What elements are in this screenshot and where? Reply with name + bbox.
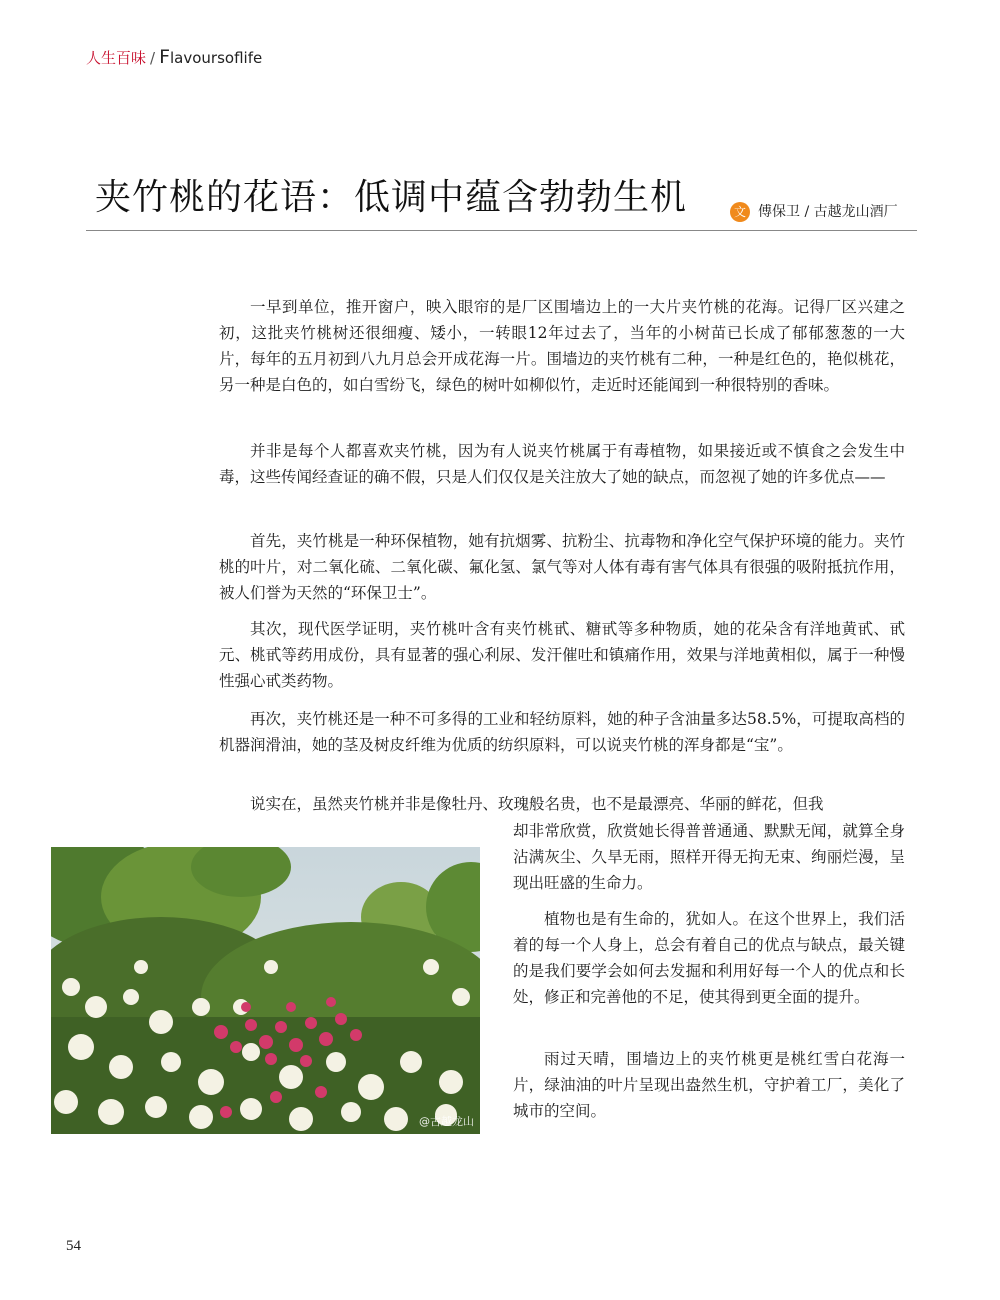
paragraph-3: 首先，夹竹桃是一种环保植物，她有抗烟雾、抗粉尘、抗毒物和净化空气保护环境的能力。夹竹桃的叶片，对二氧化硫、二氧化碳、氟化氢、氯气等对人体有毒有害气体具有很强的吸附抵抗作用，被人们誉为天然的“环保卫士”。 bbox=[219, 532, 905, 602]
author: 傅保卫 / 古越龙山酒厂 bbox=[758, 204, 898, 220]
byline-badge: 文 bbox=[730, 202, 750, 222]
title-divider bbox=[86, 230, 917, 231]
photo-watermark: @古越龙山 bbox=[419, 1115, 474, 1128]
paragraph-4: 其次，现代医学证明，夹竹桃叶含有夹竹桃甙、糖甙等多种物质，她的花朵含有洋地黄甙、甙元、桃甙等药用成份，具有显著的强心利尿、发汗催吐和镇痛作用，效果与洋地黄相似，属于一种慢性强心甙类药物。 bbox=[219, 620, 905, 690]
section-separator: / bbox=[150, 49, 156, 67]
paragraph-7: 植物也是有生命的，犹如人。在这个世界上，我们活着的每一个人身上，总会有着自己的优点与缺点，最关键的是我们要学会如何去发掘和利用好每一个人的优点和长处，修正和完善他的不足，使其得到更全面的提升。 bbox=[513, 910, 905, 1006]
oleander-photo bbox=[51, 847, 480, 1134]
paragraph-6: 说实在，虽然夹竹桃并非是像牡丹、玫瑰般名贵，也不是最漂亮、华丽的鲜花，但我 bbox=[250, 795, 824, 813]
byline bbox=[730, 202, 898, 222]
section-title-en-rest: lavoursoflife bbox=[170, 49, 263, 67]
article-title: 夹竹桃的花语：低调中蕴含勃勃生机 bbox=[95, 177, 688, 218]
section-header bbox=[86, 48, 262, 67]
paragraph-8: 雨过天晴，围墙边上的夹竹桃更是桃红雪白花海一片，绿油油的叶片呈现出盎然生机，守护着工厂，美化了城市的空间。 bbox=[513, 1050, 905, 1120]
paragraph-2: 并非是每个人都喜欢夹竹桃，因为有人说夹竹桃属于有毒植物，如果接近或不慎食之会发生中毒，这些传闻经查证的确不假，只是人们仅仅是关注放大了她的缺点，而忽视了她的许多优点—— bbox=[219, 442, 905, 486]
oleander-illustration bbox=[51, 847, 480, 1134]
paragraph-1: 一早到单位，推开窗户，映入眼帘的是厂区围墙边上的一大片夹竹桃的花海。记得厂区兴建之初，这批夹竹桃树还很细瘦、矮小，一转眼12年过去了，当年的小树苗已长成了郁郁葱葱的一大片，每年的五月初到八九月总会开成花海一片。围墙边的夹竹桃有二种，一种是红色的，艳似桃花，另一种是白色的，如白雪纷飞，绿色的树叶如柳似竹，走近时还能闻到一种很特别的香味。 bbox=[219, 298, 905, 394]
paragraph-6-continued: 却非常欣赏，欣赏她长得普普通通、默默无闻，就算全身沾满灰尘、久旱无雨，照样开得无拘无束、绚丽烂漫，呈现出旺盛的生命力。 bbox=[513, 822, 905, 892]
section-title-en-cap: F bbox=[159, 46, 171, 68]
paragraph-5: 再次，夹竹桃还是一种不可多得的工业和轻纺原料，她的种子含油量多达58.5%，可提取高档的机器润滑油，她的茎及树皮纤维为优质的纺织原料，可以说夹竹桃的浑身都是“宝”。 bbox=[219, 710, 905, 754]
section-title-cn: 人生百味 bbox=[86, 49, 147, 67]
page-number: 54 bbox=[66, 1238, 81, 1254]
section-title-en bbox=[159, 46, 263, 68]
